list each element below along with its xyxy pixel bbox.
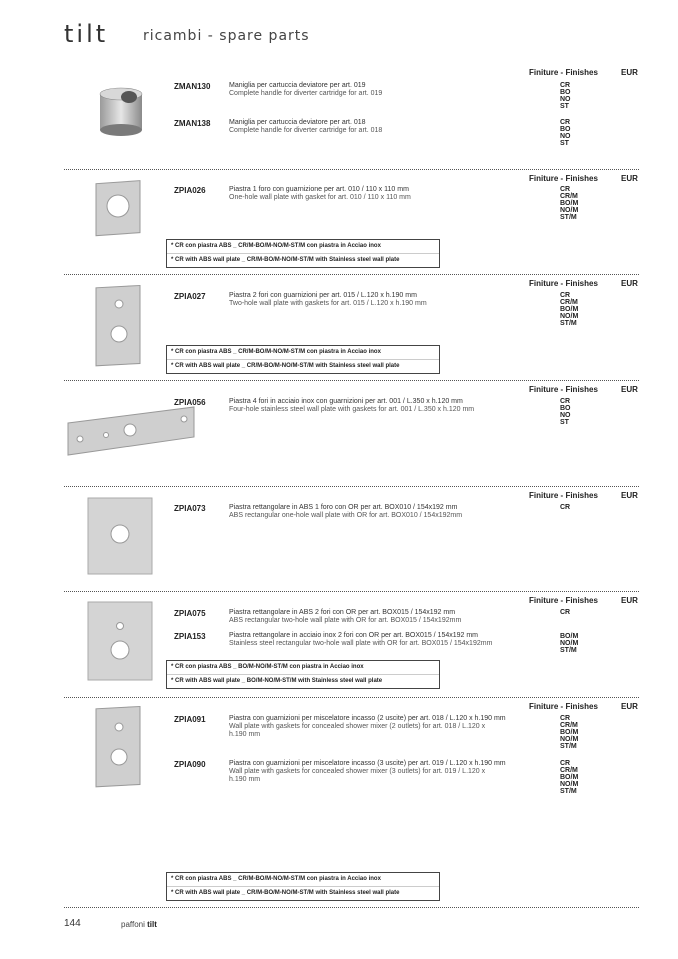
rectangular-two-hole-plate-image (84, 598, 156, 684)
eur-header: EUR (621, 596, 638, 605)
section-divider (64, 274, 639, 275)
finish-list: CR (560, 609, 571, 616)
product-description: Maniglia per cartuccia deviatore per art. 018 Complete handle for diverter cartridge for art. 018 (229, 119, 383, 134)
product-code: ZPIA027 (174, 292, 206, 301)
finish-note: * CR con piastra ABS _ CR/M-BO/M-NO/M-ST/M con piastra in Acciao inox * CR with ABS wall plate _ CR/M-BO/M-NO/M-ST/M with Stainless steel wall plate (166, 345, 440, 374)
section-divider (64, 380, 639, 381)
finish-note: * CR con piastra ABS _ BO/M-NO/M-ST/M con piastra in Acciao inox * CR with ABS wall plate _ BO/M-NO/M-ST/M with Stainless steel wall plate (166, 660, 440, 689)
finishes-header: Finiture - Finishes (529, 491, 598, 500)
handle-image (96, 84, 146, 138)
finish-list: CR (560, 504, 571, 511)
finishes-header: Finiture - Finishes (529, 702, 598, 711)
two-hole-plate-image (92, 282, 148, 370)
finish-note: * CR con piastra ABS _ CR/M-BO/M-NO/M-ST/M con piastra in Acciao inox * CR with ABS wall plate _ CR/M-BO/M-NO/M-ST/M with Stainless steel wall plate (166, 239, 440, 268)
product-code: ZPIA026 (174, 186, 206, 195)
product-code: ZPIA153 (174, 632, 206, 641)
product-description: Piastra rettangolare in acciaio inox 2 fori con OR per art. BOX015 / 154x192 mm Stainless steel rectangular two-hole wall plate with OR for art. BOX015 / 154x192mm (229, 632, 493, 647)
four-hole-plate-image (66, 405, 198, 457)
finishes-header: Finiture - Finishes (529, 68, 598, 77)
finish-note: * CR con piastra ABS _ CR/M-BO/M-NO/M-ST/M con piastra in Acciao inox * CR with ABS wall plate _ CR/M-BO/M-NO/M-ST/M with Stainless steel wall plate (166, 872, 440, 901)
eur-header: EUR (621, 491, 638, 500)
finishes-header: Finiture - Finishes (529, 385, 598, 394)
finish-list: CR BO NO ST (560, 119, 571, 147)
shower-mixer-plate-image (92, 703, 148, 791)
section-divider (64, 697, 639, 698)
finishes-header: Finiture - Finishes (529, 174, 598, 183)
product-code: ZPIA091 (174, 715, 206, 724)
brand-title: tilt (64, 20, 109, 48)
rectangular-plate-image (84, 494, 156, 578)
finish-list: CR BO NO ST (560, 398, 571, 426)
section-divider (64, 907, 639, 908)
product-code: ZPIA056 (174, 398, 206, 407)
product-code: ZMAN138 (174, 119, 211, 128)
footer-brand: paffoni tilt (121, 920, 157, 929)
finish-list: CR CR/M BO/M NO/M ST/M (560, 760, 579, 795)
product-code: ZPIA075 (174, 609, 206, 618)
product-code: ZPIA090 (174, 760, 206, 769)
page-number: 144 (64, 918, 81, 929)
finish-list: CR BO NO ST (560, 82, 571, 110)
section-divider (64, 591, 639, 592)
eur-header: EUR (621, 279, 638, 288)
section-divider (64, 169, 639, 170)
product-description: Piastra 4 fori in acciaio inox con guarnizioni per art. 001 / L.350 x h.120 mm Four-hole stainless steel wall plate with gaskets for art. 001 / L.350 x h.120 mm (229, 398, 475, 413)
finish-list: CR CR/M BO/M NO/M ST/M (560, 715, 579, 750)
finish-list: CR CR/M BO/M NO/M ST/M (560, 186, 579, 221)
product-description: Piastra rettangolare in ABS 2 fori con OR per art. BOX015 / 154x192 mm ABS rectangular two-hole wall plate with OR for art. BOX015 / 154x192mm (229, 609, 462, 624)
product-description: Piastra rettangolare in ABS 1 foro con OR per art. BOX010 / 154x192 mm ABS rectangular one-hole wall plate with OR for art. BOX010 / 154x192mm (229, 504, 463, 519)
product-description: Maniglia per cartuccia deviatore per art. 019 Complete handle for diverter cartridge for art. 019 (229, 82, 383, 97)
eur-header: EUR (621, 174, 638, 183)
section-divider (64, 486, 639, 487)
wall-plate-image (92, 180, 148, 238)
product-code: ZPIA073 (174, 504, 206, 513)
finish-list: BO/M NO/M ST/M (560, 633, 579, 654)
product-description: Piastra 2 fori con guarnizioni per art. 015 / L.120 x h.190 mm Two-hole wall plate with gaskets for art. 015 / L.120 x h.190 mm (229, 292, 427, 307)
eur-header: EUR (621, 68, 638, 77)
product-code: ZMAN130 (174, 82, 211, 91)
eur-header: EUR (621, 385, 638, 394)
product-description: Piastra con guarnizioni per miscelatore incasso (3 uscite) per art. 019 / L.120 x h.190 mm Wall plate with gaskets for concealed shower mixer (3 outlets) for art. 019 / L.120 x h.190 mm (229, 760, 506, 783)
finishes-header: Finiture - Finishes (529, 279, 598, 288)
finishes-header: Finiture - Finishes (529, 596, 598, 605)
page-subtitle: ricambi - spare parts (143, 28, 310, 44)
eur-header: EUR (621, 702, 638, 711)
finish-list: CR CR/M BO/M NO/M ST/M (560, 292, 579, 327)
product-description: Piastra con guarnizioni per miscelatore incasso (2 uscite) per art. 018 / L.120 x h.190 mm Wall plate with gaskets for concealed shower mixer (2 outlets) for art. 018 / L.120 x h.190 mm (229, 715, 506, 738)
product-description: Piastra 1 foro con guarnizione per art. 010 / 110 x 110 mm One-hole wall plate with gasket for art. 010 / 110 x 110 mm (229, 186, 411, 201)
